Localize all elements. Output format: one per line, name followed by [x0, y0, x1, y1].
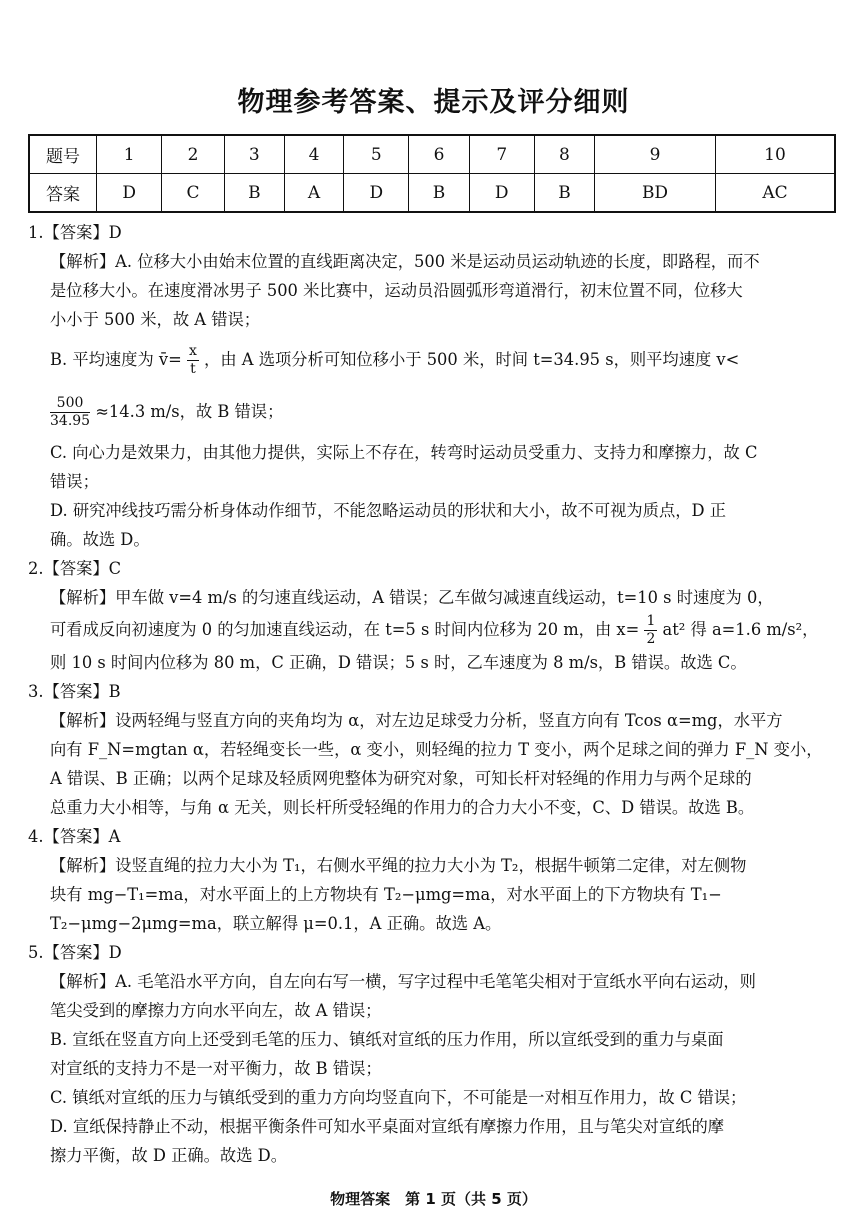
fraction-denominator: 34.95	[50, 413, 91, 429]
answer-cell: BD	[595, 174, 716, 213]
q4-explanation-line: 块有 mg−T₁=ma，对水平面上的上方物块有 T₂−μmg=ma，对水平面上的下方物块有 T₁−	[50, 885, 722, 904]
question-number-cell: 8	[534, 135, 594, 174]
q4-answer-heading: 4.【答案】A	[28, 827, 121, 846]
question-number-cell: 9	[595, 135, 716, 174]
answer-cell: A	[284, 174, 343, 213]
q3-explanation-line: A 错误、B 正确；以两个足球及轻质网兜整体为研究对象，可知长杆对轻绳的作用力与两个足球的	[50, 769, 752, 788]
question-number-cell: 5	[344, 135, 409, 174]
answer-cell: B	[224, 174, 284, 213]
question-number-header: 题号	[29, 135, 97, 174]
q1-explanation-line: C. 向心力是效果力，由其他力提供，实际上不存在，转弯时运动员受重力、支持力和摩擦力，故 C	[50, 443, 758, 462]
q5-explanation-line: D. 宣纸保持静止不动，根据平衡条件可知水平桌面对宣纸有摩擦力作用，且与笔尖对宣纸的摩	[50, 1117, 725, 1136]
q1-explanation-line: 小小于 500 米，故 A 错误；	[50, 310, 261, 329]
q3-explanation-line: 总重力大小相等，与角 α 无关，则长杆所受轻绳的作用力的合力大小不变，C、D 错误。故选 B。	[50, 798, 755, 817]
fraction-denominator: 2	[646, 631, 656, 647]
q2-explanation-line: 则 10 s 时间内位移为 80 m，C 正确，D 错误；5 s 时，乙车速度为 8 m/s，B 错误。故选 C。	[50, 653, 747, 672]
q1-text: ，由 A 选项分析可知位移小于 500 米，时间 t=34.95 s，则平均速度 v<	[204, 350, 740, 369]
page-title: 物理参考答案、提示及评分细则	[237, 87, 630, 118]
q5-explanation-line: 笔尖受到的摩擦力方向水平向左，故 A 错误；	[50, 1001, 382, 1020]
answer-cell: B	[409, 174, 469, 213]
answer-cell: B	[534, 174, 594, 213]
q4-explanation-line: 【解析】设竖直绳的拉力大小为 T₁，右侧水平绳的拉力大小为 T₂，根据牛顿第二定律，对左侧物	[50, 856, 747, 875]
fraction-numerator: 500	[50, 395, 90, 413]
question-number-row	[29, 135, 835, 174]
fraction-500-over-34-95	[50, 395, 90, 430]
question-number-cell: 4	[284, 135, 343, 174]
q1-answer-heading: 1.【答案】D	[28, 223, 122, 242]
question-number-cell: 7	[469, 135, 534, 174]
fraction-x-over-t	[187, 343, 199, 378]
q2-answer-heading: 2.【答案】C	[28, 559, 122, 578]
q1-explanation-line: 【解析】A. 位移大小由始末位置的直线距离决定，500 米是运动员运动轨迹的长度，即路程，而不	[50, 252, 760, 271]
q2-text: at² 得 a=1.6 m/s²，	[662, 620, 819, 639]
answer-cell: AC	[715, 174, 835, 213]
q5-explanation-line: C. 镇纸对宣纸的压力与镇纸受到的重力方向均竖直向下，不可能是一对相互作用力，故 C 错误；	[50, 1088, 747, 1107]
q3-explanation-line: 【解析】设两轻绳与竖直方向的夹角均为 α，对左边足球受力分析，竖直方向有 Tcos α=mg，水平方	[50, 711, 783, 730]
q1-text: B. 平均速度为 v̄=	[50, 350, 182, 369]
question-number-cell: 1	[97, 135, 162, 174]
q5-explanation-line: 擦力平衡，故 D 正确。故选 D。	[50, 1146, 288, 1165]
q1-explanation-line-formula	[28, 386, 840, 438]
q5-explanation-line: B. 宣纸在竖直方向上还受到毛笔的压力、镇纸对宣纸的压力作用，所以宣纸受到的重力与桌面	[50, 1030, 724, 1049]
q4-explanation-line: T₂−μmg−2μmg=ma，联立解得 μ=0.1，A 正确。故选 A。	[50, 914, 502, 933]
q3-answer-heading: 3.【答案】B	[28, 682, 121, 701]
q5-explanation-line: 【解析】A. 毛笔沿水平方向，自左向右写一横，写字过程中毛笔笔尖相对于宣纸水平向右运动，则	[50, 972, 756, 991]
question-number-cell: 6	[409, 135, 469, 174]
q1-text: ≈14.3 m/s，故 B 错误；	[95, 402, 284, 421]
page-footer: 物理答案 第 1 页（共 5 页）	[330, 1190, 537, 1208]
q1-explanation-line: D. 研究冲线技巧需分析身体动作细节，不能忽略运动员的形状和大小，故不可视为质点，D 正	[50, 501, 727, 520]
fraction-1-over-2	[644, 613, 657, 648]
q3-explanation-line: 向有 F_N=mgtan α，若轻绳变长一些，α 变小，则轻绳的拉力 T 变小，两个足球之间的弹力 F_N 变小，	[50, 740, 823, 759]
question-number-cell: 3	[224, 135, 284, 174]
q2-explanation-line: 【解析】甲车做 v=4 m/s 的匀速直线运动，A 错误；乙车做匀减速直线运动，t=10 s 时速度为 0，	[50, 588, 774, 607]
q2-explanation-line-formula	[28, 612, 840, 648]
answer-cell: D	[469, 174, 534, 213]
question-number-cell: 2	[162, 135, 224, 174]
fraction-numerator: 1	[646, 613, 656, 629]
question-number-cell: 10	[715, 135, 835, 174]
q2-text: 可看成反向初速度为 0 的匀加速直线运动，在 t=5 s 时间内位移为 20 m，由 x=	[50, 620, 640, 639]
q1-explanation-line-formula	[28, 334, 840, 386]
q1-explanation-line: 是位移大小。在速度滑冰男子 500 米比赛中，运动员沿圆弧形弯道滑行，初末位置不同，位移大	[50, 281, 743, 300]
fraction-denominator: t	[190, 361, 196, 377]
answer-row	[29, 174, 835, 213]
solutions-body	[28, 218, 840, 1170]
answer-cell: D	[344, 174, 409, 213]
q5-explanation-line: 对宣纸的支持力不是一对平衡力，故 B 错误；	[50, 1059, 382, 1078]
answer-cell: C	[162, 174, 224, 213]
fraction-numerator: x	[188, 343, 197, 359]
q1-explanation-line: 确。故选 D。	[50, 530, 150, 549]
q5-answer-heading: 5.【答案】D	[28, 943, 122, 962]
answer-table	[28, 134, 836, 213]
answer-cell: D	[97, 174, 162, 213]
q1-explanation-line: 错误；	[50, 472, 99, 491]
answer-header: 答案	[29, 174, 97, 213]
